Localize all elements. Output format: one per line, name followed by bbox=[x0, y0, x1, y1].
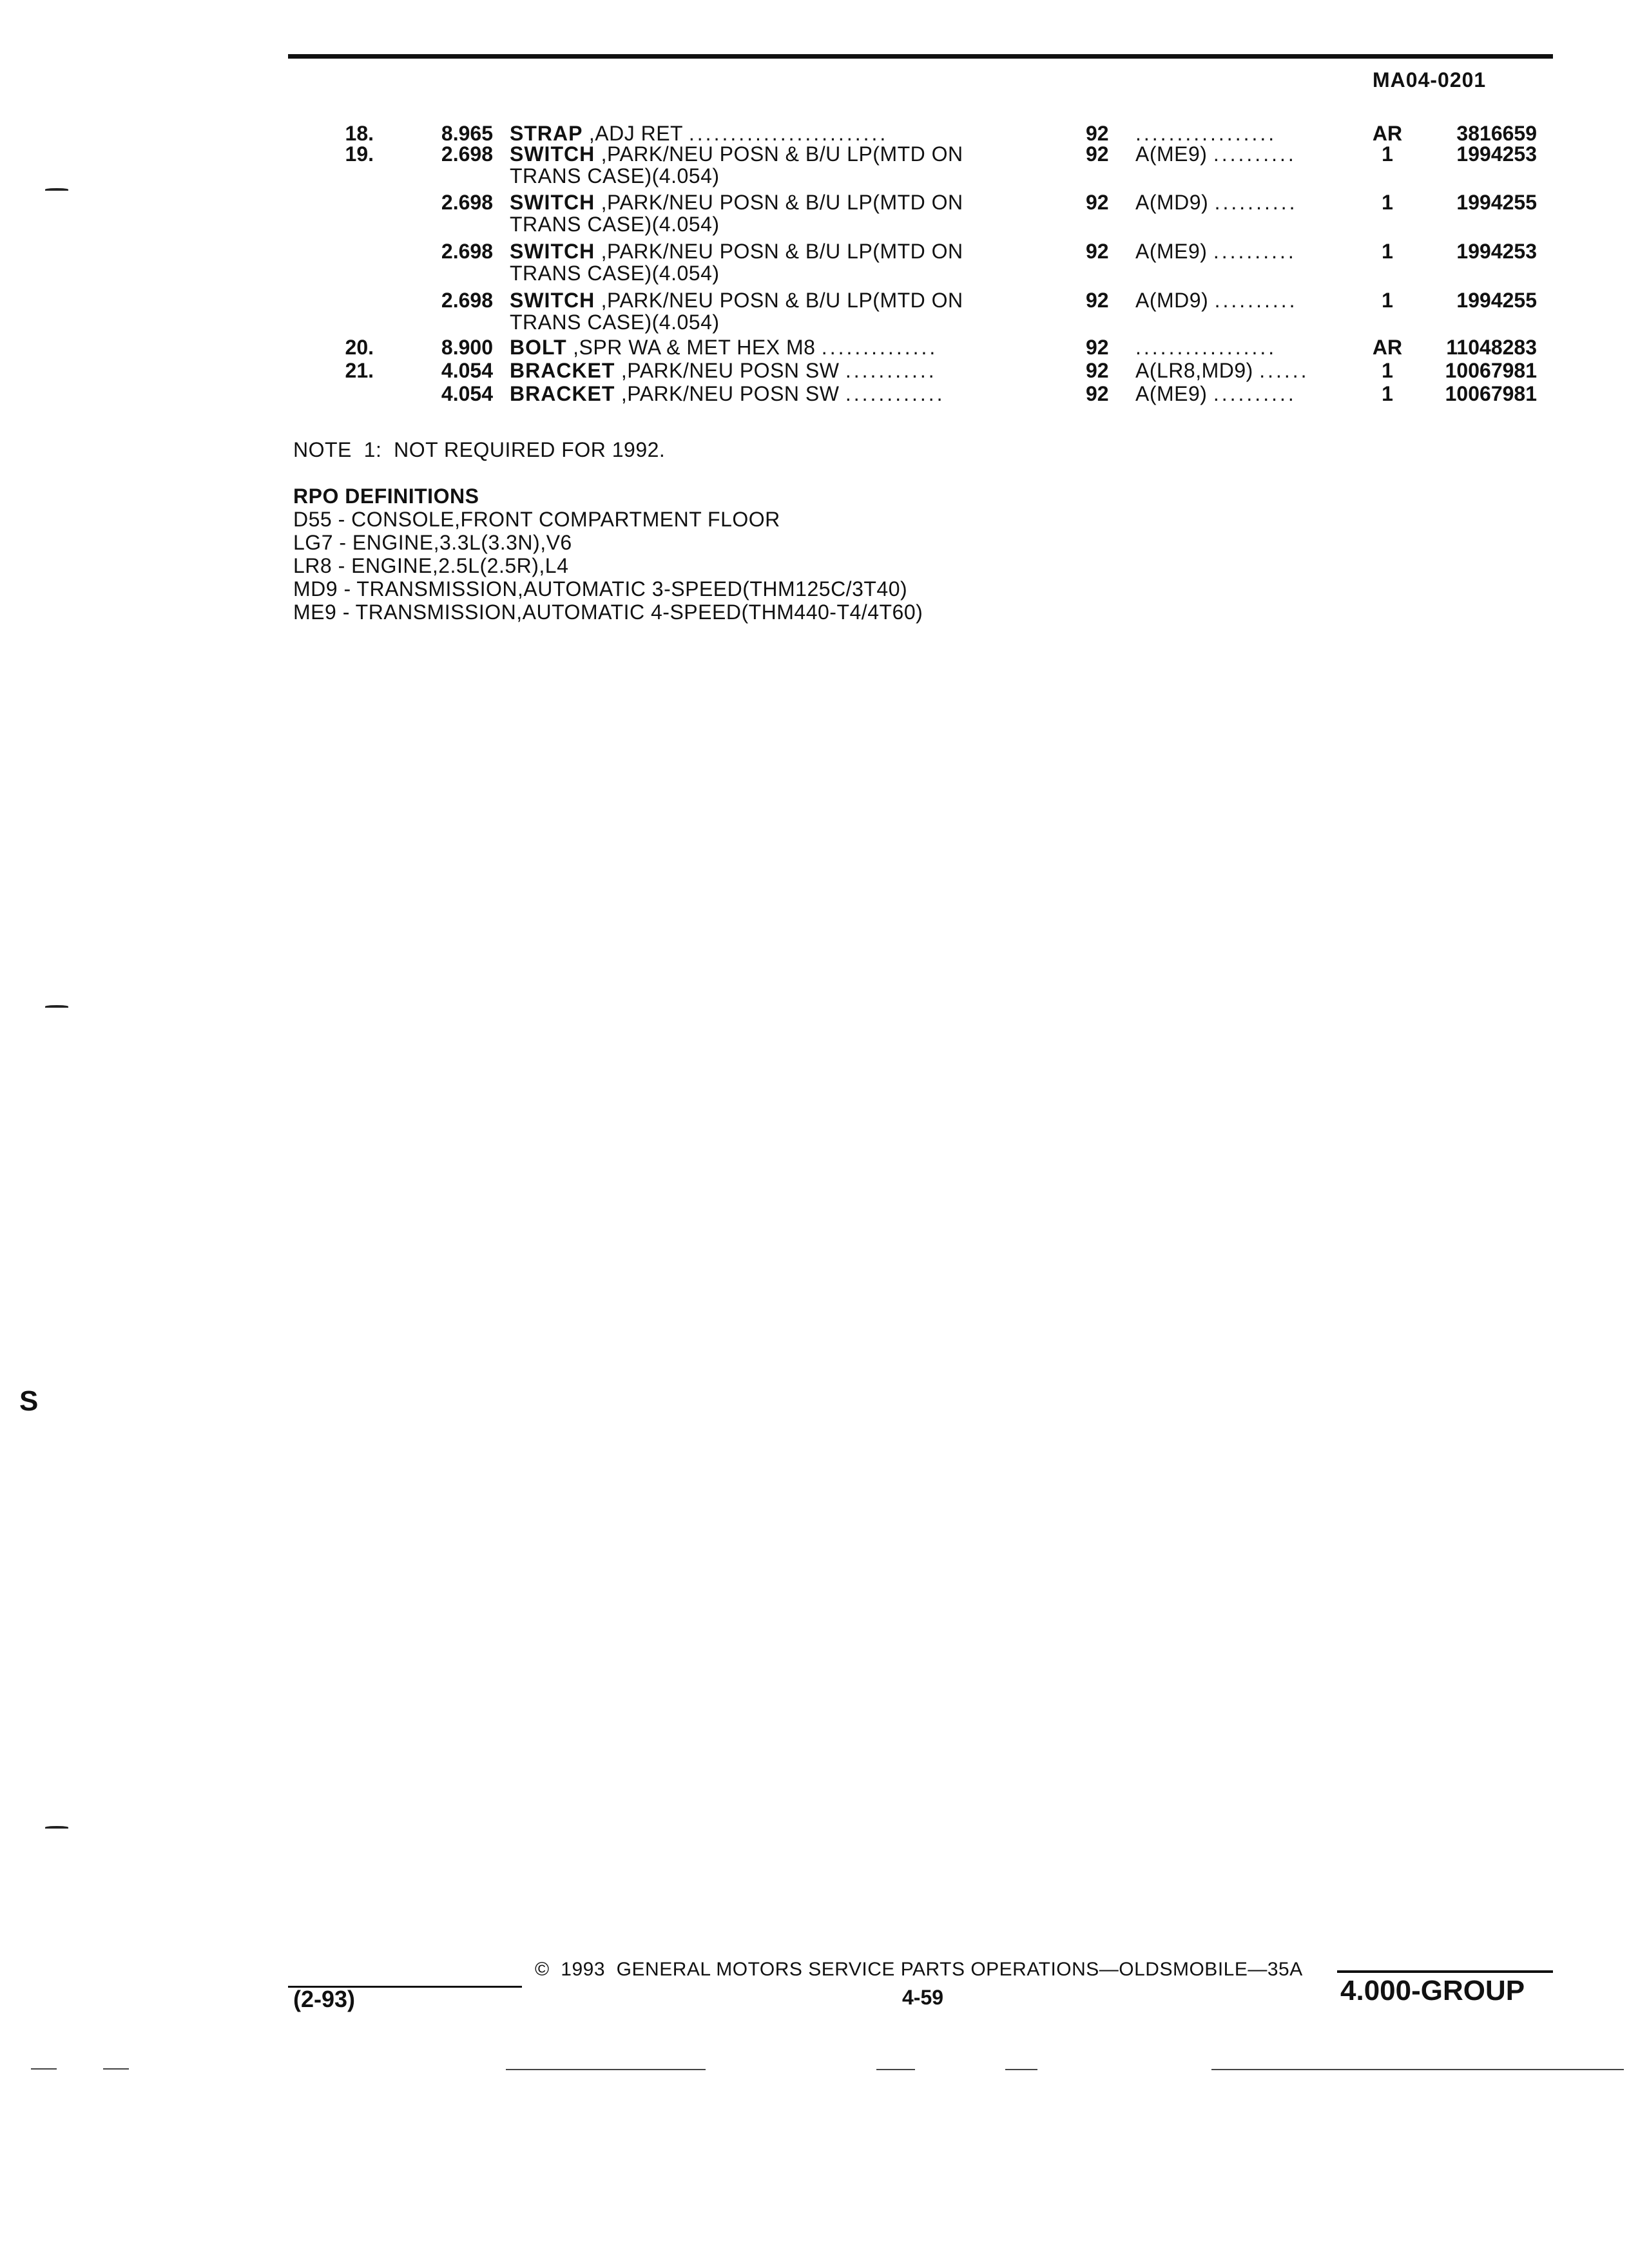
part-name: BOLT bbox=[510, 336, 567, 359]
application-code: A(LR8,MD9) bbox=[1135, 359, 1253, 382]
parts-row bbox=[0, 336, 1629, 361]
application-dots: .......... bbox=[1213, 382, 1296, 405]
part-detail: ,PARK/NEU POSN & B/U LP(MTD ON bbox=[595, 240, 963, 263]
scan-edge-line bbox=[876, 2069, 915, 2070]
part-number: 10067981 bbox=[1445, 382, 1537, 405]
part-detail: ,PARK/NEU POSN SW bbox=[615, 382, 840, 405]
part-number: 3816659 bbox=[1456, 122, 1537, 145]
part-description-line2: TRANS CASE)(4.054) bbox=[510, 213, 720, 236]
part-name: BRACKET bbox=[510, 359, 615, 382]
part-description bbox=[510, 360, 1045, 381]
quantity: 1 bbox=[1382, 191, 1393, 214]
application-dots: .......... bbox=[1213, 240, 1296, 263]
page-id: MA04-0201 bbox=[1373, 68, 1487, 91]
rpo-definition: LR8 - ENGINE,2.5L(2.5R),L4 bbox=[293, 554, 569, 577]
part-name: SWITCH bbox=[510, 142, 595, 166]
part-name: STRAP bbox=[510, 122, 583, 145]
part-number: 1994253 bbox=[1456, 240, 1537, 263]
part-number: 1994255 bbox=[1456, 289, 1537, 312]
leader-dots: .............. bbox=[821, 336, 938, 359]
part-description bbox=[510, 240, 1045, 284]
scan-edge-line bbox=[31, 2068, 57, 2070]
part-description-line2: TRANS CASE)(4.054) bbox=[510, 164, 720, 187]
part-description bbox=[510, 191, 1045, 235]
application-code: A(ME9) bbox=[1135, 142, 1208, 166]
part-detail: ,PARK/NEU POSN & B/U LP(MTD ON bbox=[595, 142, 963, 166]
group-label: 4.000-GROUP bbox=[1340, 1975, 1525, 2006]
group-number: 2.698 bbox=[441, 240, 493, 263]
page-number: 4-59 bbox=[902, 1986, 944, 2009]
application bbox=[1135, 143, 1296, 165]
part-description bbox=[510, 383, 1045, 405]
rpo-definition: ME9 - TRANSMISSION,AUTOMATIC 4-SPEED(THM440-T4/4T60) bbox=[293, 601, 923, 624]
item-number: 20. bbox=[345, 336, 374, 359]
part-number: 10067981 bbox=[1445, 359, 1537, 382]
part-description bbox=[510, 336, 1045, 358]
quantity: AR bbox=[1372, 122, 1403, 145]
part-detail: ,SPR WA & MET HEX M8 bbox=[566, 336, 816, 359]
group-number: 8.900 bbox=[441, 336, 493, 359]
model-year: 92 bbox=[1086, 122, 1109, 145]
part-description-line2: TRANS CASE)(4.054) bbox=[510, 262, 720, 285]
item-number: 21. bbox=[345, 359, 374, 382]
part-detail: ,PARK/NEU POSN & B/U LP(MTD ON bbox=[595, 191, 963, 214]
application-dots: ................. bbox=[1135, 122, 1277, 145]
binder-mark bbox=[45, 1005, 68, 1008]
scan-edge-line bbox=[103, 2068, 129, 2070]
part-name: BRACKET bbox=[510, 382, 615, 405]
copyright: © 1993 GENERAL MOTORS SERVICE PARTS OPERATIONS—OLDSMOBILE—35A bbox=[535, 1959, 1303, 1980]
application bbox=[1135, 122, 1277, 144]
header-rule bbox=[288, 54, 1553, 59]
leader-dots: ............ bbox=[845, 382, 945, 405]
margin-mark: S bbox=[19, 1385, 39, 1417]
rpo-definitions bbox=[293, 485, 923, 624]
part-detail: ,PARK/NEU POSN & B/U LP(MTD ON bbox=[595, 289, 963, 312]
parts-row bbox=[0, 191, 1629, 240]
part-name: SWITCH bbox=[510, 289, 595, 312]
application-code: A(ME9) bbox=[1135, 240, 1208, 263]
item-number: 19. bbox=[345, 142, 374, 166]
leader-dots: ........................ bbox=[688, 122, 889, 145]
application bbox=[1135, 240, 1296, 262]
part-description-line2: TRANS CASE)(4.054) bbox=[510, 311, 720, 334]
part-number: 11048283 bbox=[1446, 336, 1537, 359]
part-number: 1994255 bbox=[1456, 191, 1537, 214]
parts-row bbox=[0, 143, 1629, 192]
application bbox=[1135, 360, 1309, 381]
application bbox=[1135, 383, 1296, 405]
quantity: 1 bbox=[1382, 382, 1393, 405]
model-year: 92 bbox=[1086, 359, 1109, 382]
application-dots: .......... bbox=[1214, 191, 1298, 214]
application-code: A(MD9) bbox=[1135, 289, 1209, 312]
application bbox=[1135, 191, 1298, 213]
group-number: 8.965 bbox=[441, 122, 493, 145]
quantity: 1 bbox=[1382, 359, 1393, 382]
group-number: 4.054 bbox=[441, 359, 493, 382]
application bbox=[1135, 336, 1277, 358]
application-code: A(MD9) bbox=[1135, 191, 1209, 214]
scan-edge-line bbox=[1005, 2069, 1037, 2070]
application bbox=[1135, 289, 1298, 311]
quantity: 1 bbox=[1382, 142, 1393, 166]
model-year: 92 bbox=[1086, 289, 1109, 312]
group-number: 4.054 bbox=[441, 382, 493, 405]
scan-edge-line bbox=[1211, 2069, 1624, 2070]
revision-date: (2-93) bbox=[293, 1986, 356, 2012]
part-description bbox=[510, 289, 1045, 333]
application-code: A(ME9) bbox=[1135, 382, 1208, 405]
rpo-definition: LG7 - ENGINE,3.3L(3.3N),V6 bbox=[293, 531, 572, 554]
application-dots: .......... bbox=[1214, 289, 1298, 312]
rpo-definition: MD9 - TRANSMISSION,AUTOMATIC 3-SPEED(THM125C/3T40) bbox=[293, 577, 908, 601]
model-year: 92 bbox=[1086, 191, 1109, 214]
scan-edge-line bbox=[506, 2069, 706, 2070]
part-description bbox=[510, 122, 1045, 144]
part-description bbox=[510, 143, 1045, 187]
group-number: 2.698 bbox=[441, 289, 493, 312]
parts-row bbox=[0, 289, 1629, 338]
footnote: NOTE 1: NOT REQUIRED FOR 1992. bbox=[293, 438, 666, 461]
group-number: 2.698 bbox=[441, 191, 493, 214]
model-year: 92 bbox=[1086, 382, 1109, 405]
quantity: AR bbox=[1372, 336, 1403, 359]
binder-mark bbox=[45, 1826, 68, 1829]
quantity: 1 bbox=[1382, 289, 1393, 312]
group-number: 2.698 bbox=[441, 142, 493, 166]
model-year: 92 bbox=[1086, 240, 1109, 263]
parts-row bbox=[0, 383, 1629, 407]
application-dots: .......... bbox=[1213, 142, 1296, 166]
quantity: 1 bbox=[1382, 240, 1393, 263]
application-dots: ...... bbox=[1259, 359, 1309, 382]
part-number: 1994253 bbox=[1456, 142, 1537, 166]
part-detail: ,ADJ RET bbox=[583, 122, 683, 145]
leader-dots: ........... bbox=[845, 359, 937, 382]
part-name: SWITCH bbox=[510, 240, 595, 263]
rpo-title: RPO DEFINITIONS bbox=[293, 485, 479, 508]
footer-rule-right bbox=[1337, 1970, 1553, 1973]
part-detail: ,PARK/NEU POSN SW bbox=[615, 359, 840, 382]
parts-row bbox=[0, 240, 1629, 289]
model-year: 92 bbox=[1086, 336, 1109, 359]
binder-mark bbox=[45, 188, 68, 191]
application-dots: ................. bbox=[1135, 336, 1277, 359]
rpo-definition: D55 - CONSOLE,FRONT COMPARTMENT FLOOR bbox=[293, 508, 780, 531]
model-year: 92 bbox=[1086, 142, 1109, 166]
part-name: SWITCH bbox=[510, 191, 595, 214]
item-number: 18. bbox=[345, 122, 374, 145]
parts-row bbox=[0, 360, 1629, 384]
